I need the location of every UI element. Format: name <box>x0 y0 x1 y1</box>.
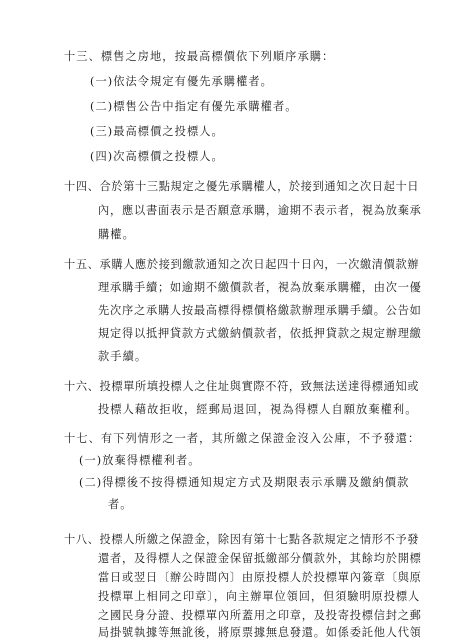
section-17-item-2: (二)得標後不按得標通知規定方式及期限表示承購及繳納價款 <box>79 476 410 489</box>
section-13-item-4: (四)次高標價之投標人。 <box>90 150 224 163</box>
section-15-line-5: 款手續。 <box>98 350 148 363</box>
section-18-line-4: 投標單上相同之印章〕，向主辦單位領回，但須驗明原投標人 <box>98 590 421 603</box>
section-16-line-1: 十六、投標單所填投標人之住址與實際不符，致無法送達得標通知或 <box>64 380 420 393</box>
section-13-item-3: (三)最高標價之投標人。 <box>90 125 224 138</box>
section-17-item-1: (一)放棄得標權利者。 <box>79 454 201 467</box>
section-16-line-2: 投標人藉故拒收，經郵局退回，視為得標人自願放棄權利。 <box>98 403 418 416</box>
section-14-line-2: 內，應以書面表示是否願意承購，逾期不表示者，視為放棄承 <box>98 204 422 217</box>
section-18-line-2: 還者，及得標人之保證金保留抵繳部分價款外，其餘均於開標 <box>98 552 422 565</box>
section-13-item-1: (一)依法令規定有優先承購權者。 <box>90 75 273 88</box>
section-15-line-3: 先次序之承購人按最高標得標價格繳款辦理承購手續。公告如 <box>98 304 422 317</box>
section-18-line-1: 十八、投標人所繳之保證金，除因有第十七點各款規定之情形不予發 <box>64 533 420 546</box>
section-17-heading: 十七、有下列情形之一者，其所繳之保證金沒入公庫，不予發還： <box>64 432 421 445</box>
section-18-line-6: 局掛號執據等無訛後，將原票據無息發還。如係委託他人代領 <box>98 626 422 639</box>
section-15-line-2: 理承購手續；如逾期不繳價款者，視為放棄承購權，由次一優 <box>98 281 422 294</box>
section-13-heading: 十三、標售之房地，按最高標價依下列順序承購： <box>64 50 335 63</box>
section-18-line-5: 之國民身分證、投標單內所蓋用之印章，及投寄投標信封之郵 <box>98 609 422 622</box>
section-15-line-4: 規定得以抵押貸款方式繳納價款者，依抵押貸款之規定辦理繳 <box>98 327 422 340</box>
section-14-line-3: 購權。 <box>98 228 135 241</box>
section-15-line-1: 十五、承購人應於接到繳款通知之次日起四十日內，一次繳清價款辦 <box>64 258 420 271</box>
section-14-line-1: 十四、合於第十三點規定之優先承購權人，於接到通知之次日起十日 <box>64 180 420 193</box>
section-13-item-2: (二)標售公告中指定有優先承購權者。 <box>90 100 298 113</box>
section-18-line-3: 當日或翌日〔辦公時間內〕由原投標人於投標單內簽章〔與原 <box>98 571 422 584</box>
section-17-item-2-cont: 者。 <box>108 498 133 511</box>
